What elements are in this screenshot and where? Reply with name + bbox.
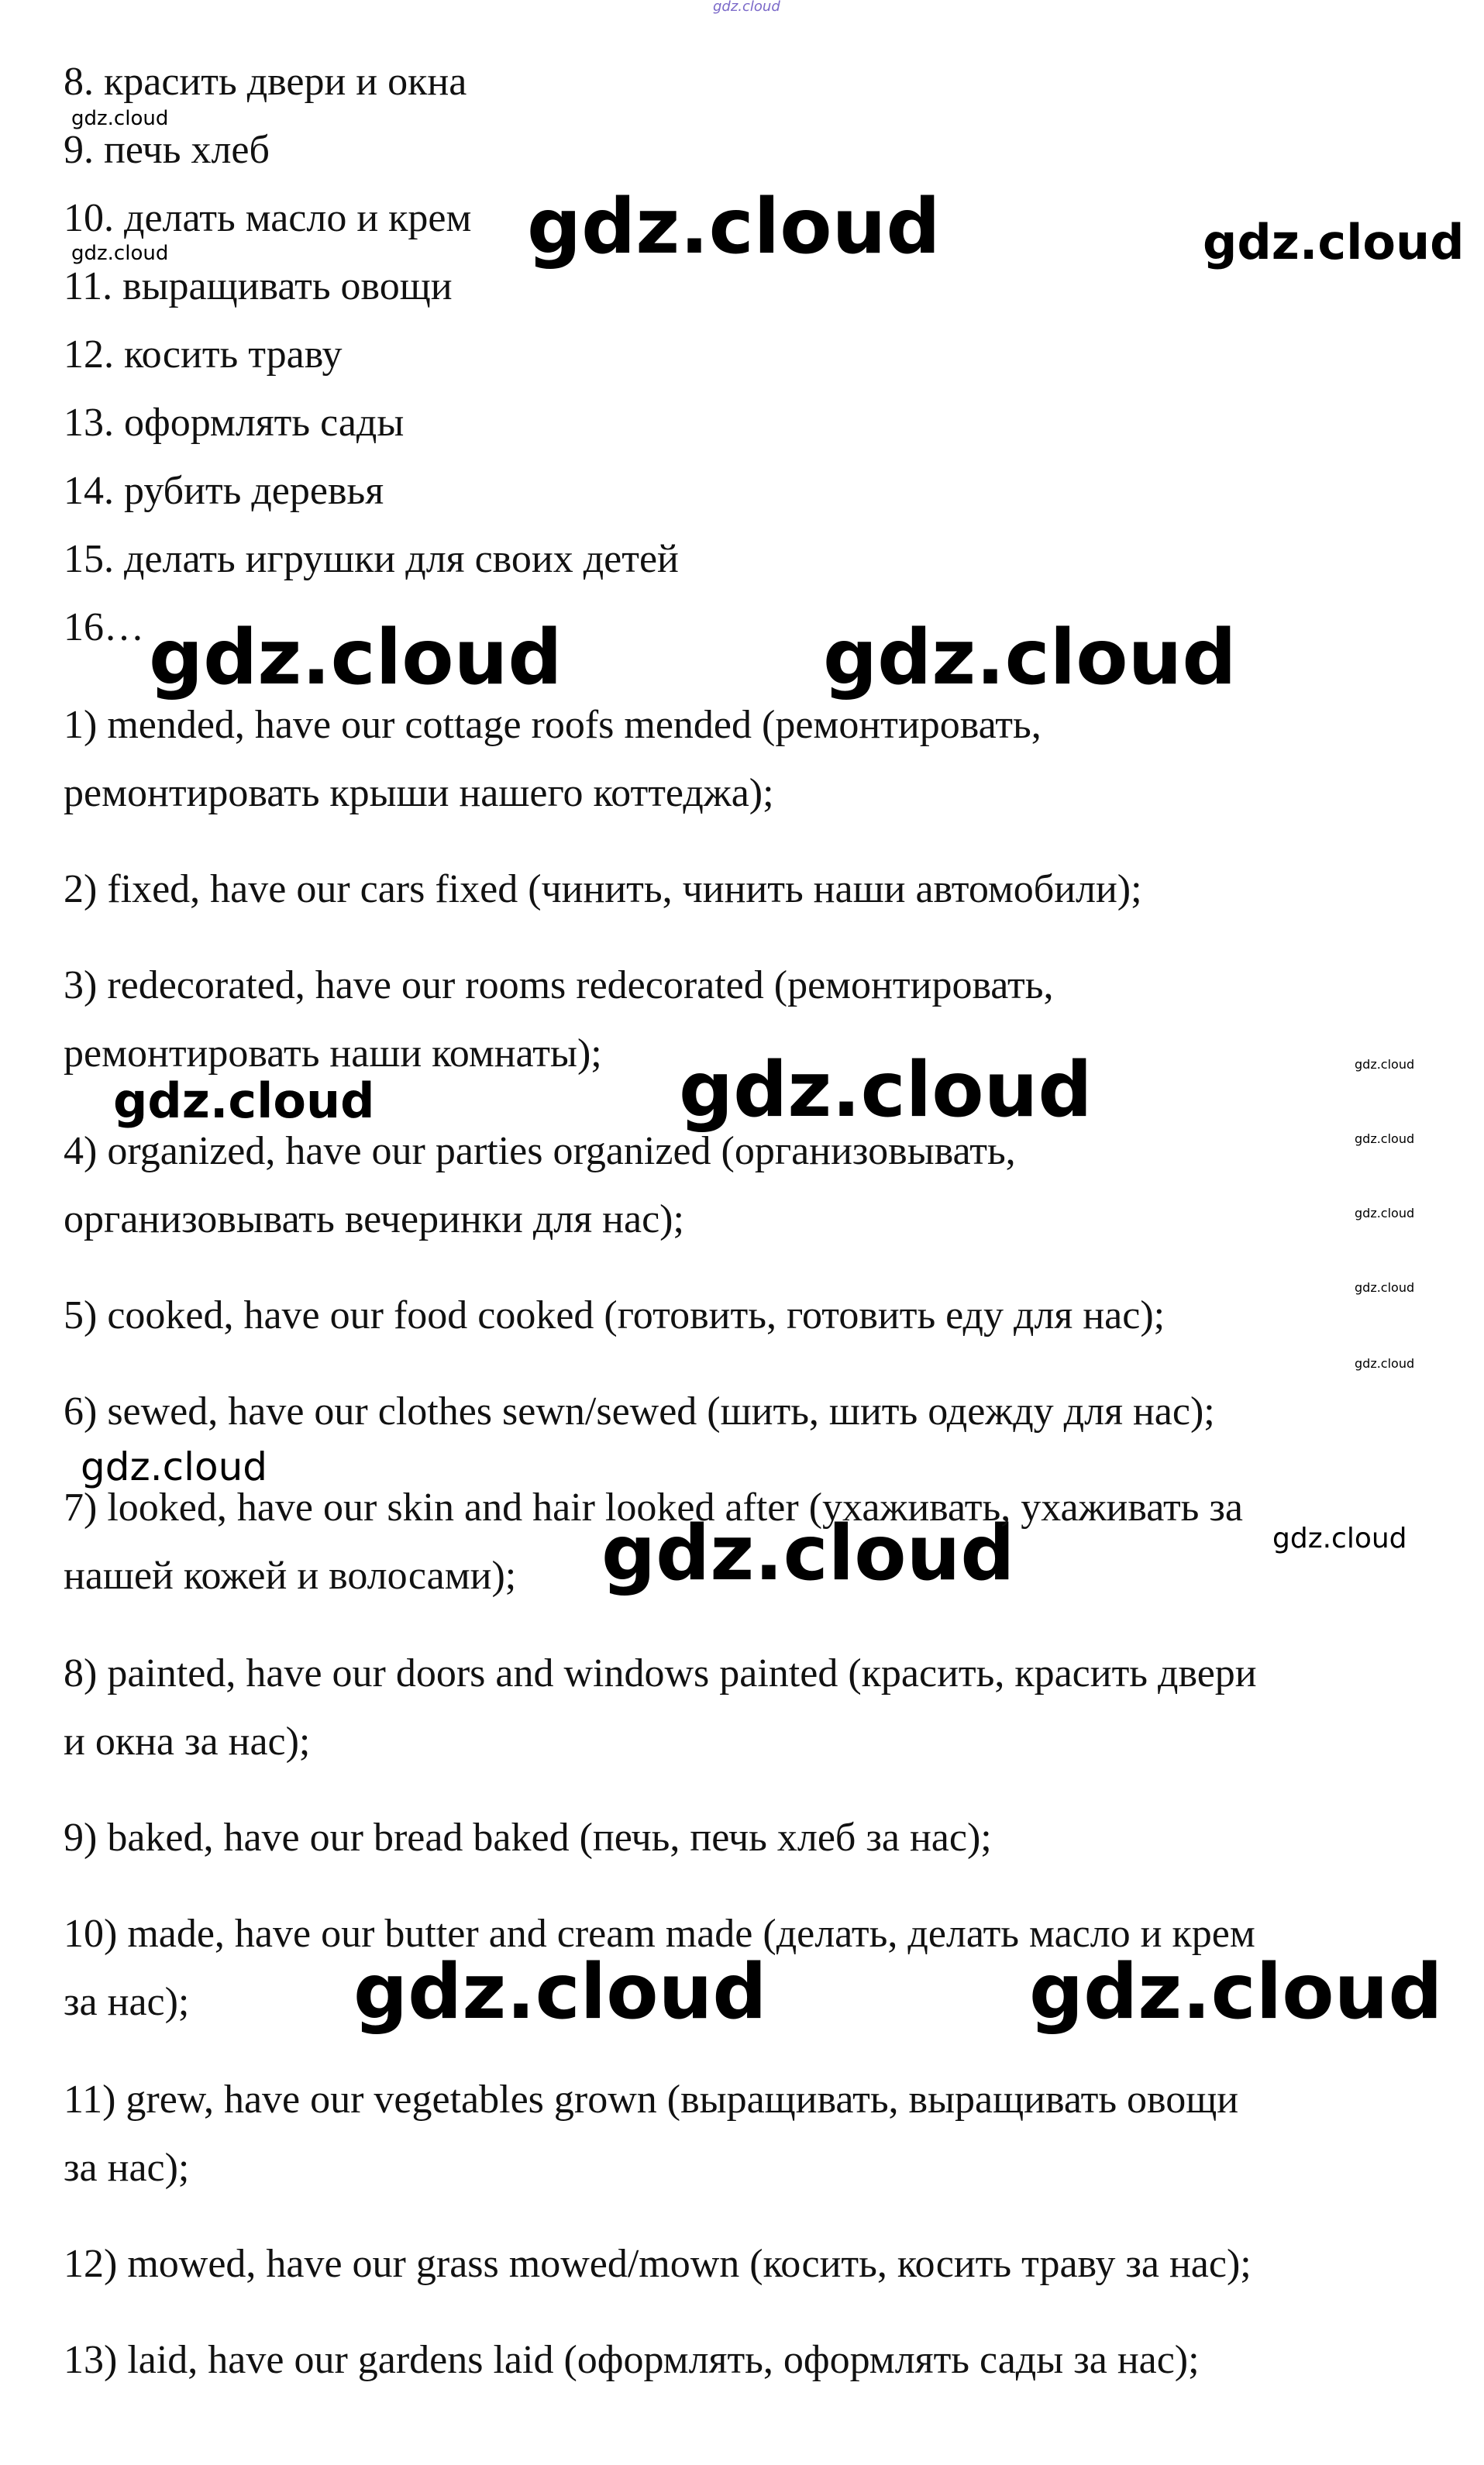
answer-line: 5) cooked, have our food cooked (готовить, готовить еду для нас); <box>64 1293 1166 1338</box>
watermark: gdz.cloud <box>1355 1356 1415 1371</box>
watermark: gdz.cloud <box>1272 1523 1407 1554</box>
answer-line: ремонтировать крыши нашего коттеджа); <box>64 771 774 815</box>
list-item: 15. делать игрушки для своих детей <box>64 537 679 581</box>
list-item: 8. красить двери и окна <box>64 60 467 104</box>
list-item: 11. выращивать овощи <box>64 264 453 308</box>
answer-line: за нас); <box>64 2146 190 2190</box>
watermark: gdz.cloud <box>1355 1057 1415 1072</box>
watermark: gdz.cloud <box>1355 1131 1415 1146</box>
list-item: 16… <box>64 605 144 649</box>
answer-line: 7) looked, have our skin and hair looked after (ухаживать, ухаживать за <box>64 1486 1244 1530</box>
answer-line: 3) redecorated, have our rooms redecorated (ремонтировать, <box>64 963 1054 1007</box>
watermark: gdz.cloud <box>1355 1280 1415 1295</box>
answer-line: 11) grew, have our vegetables grown (выращивать, выращивать овощи <box>64 2078 1239 2122</box>
watermark: gdz.cloud <box>71 242 169 265</box>
answer-line: 12) mowed, have our grass mowed/mown (косить, косить траву за нас); <box>64 2242 1252 2286</box>
watermark: gdz.cloud <box>353 1948 767 2036</box>
watermark: gdz.cloud <box>81 1444 268 1489</box>
watermark: gdz.cloud <box>113 1072 375 1129</box>
watermark: gdz.cloud <box>713 0 780 15</box>
watermark: gdz.cloud <box>679 1046 1093 1134</box>
watermark: gdz.cloud <box>1355 1206 1415 1220</box>
answer-line: организовывать вечеринки для нас); <box>64 1197 684 1241</box>
answer-line: ремонтировать наши комнаты); <box>64 1031 602 1076</box>
watermark: gdz.cloud <box>823 614 1237 702</box>
answer-line: нашей кожей и волосами); <box>64 1554 517 1598</box>
answer-line: и окна за нас); <box>64 1720 311 1764</box>
answer-line: 8) painted, have our doors and windows painted (красить, красить двери <box>64 1651 1257 1696</box>
answer-line: 1) mended, have our cottage roofs mended (ремонтировать, <box>64 703 1042 747</box>
answer-line: 10) made, have our butter and cream made (делать, делать масло и крем <box>64 1912 1255 1956</box>
answer-line: 6) sewed, have our clothes sewn/sewed (шить, шить одежду для нас); <box>64 1389 1215 1434</box>
watermark: gdz.cloud <box>601 1510 1015 1598</box>
watermark: gdz.cloud <box>527 183 941 271</box>
answer-line: за нас); <box>64 1980 190 2024</box>
answer-line: 13) laid, have our gardens laid (оформлять, оформлять сады за нас); <box>64 2338 1200 2382</box>
list-item: 13. оформлять сады <box>64 401 405 445</box>
watermark: gdz.cloud <box>1029 1948 1443 2036</box>
list-item: 14. рубить деревья <box>64 469 384 513</box>
list-item: 10. делать масло и крем <box>64 196 472 240</box>
list-item: 12. косить траву <box>64 332 343 377</box>
answer-line: 4) organized, have our parties organized (организовывать, <box>64 1129 1016 1173</box>
watermark: gdz.cloud <box>149 614 563 702</box>
watermark: gdz.cloud <box>71 107 169 130</box>
answer-line: 2) fixed, have our cars fixed (чинить, чинить наши автомобили); <box>64 867 1142 911</box>
answer-line: 9) baked, have our bread baked (печь, печь хлеб за нас); <box>64 1816 992 1860</box>
watermark: gdz.cloud <box>1203 214 1465 270</box>
list-item: 9. печь хлеб <box>64 128 270 172</box>
